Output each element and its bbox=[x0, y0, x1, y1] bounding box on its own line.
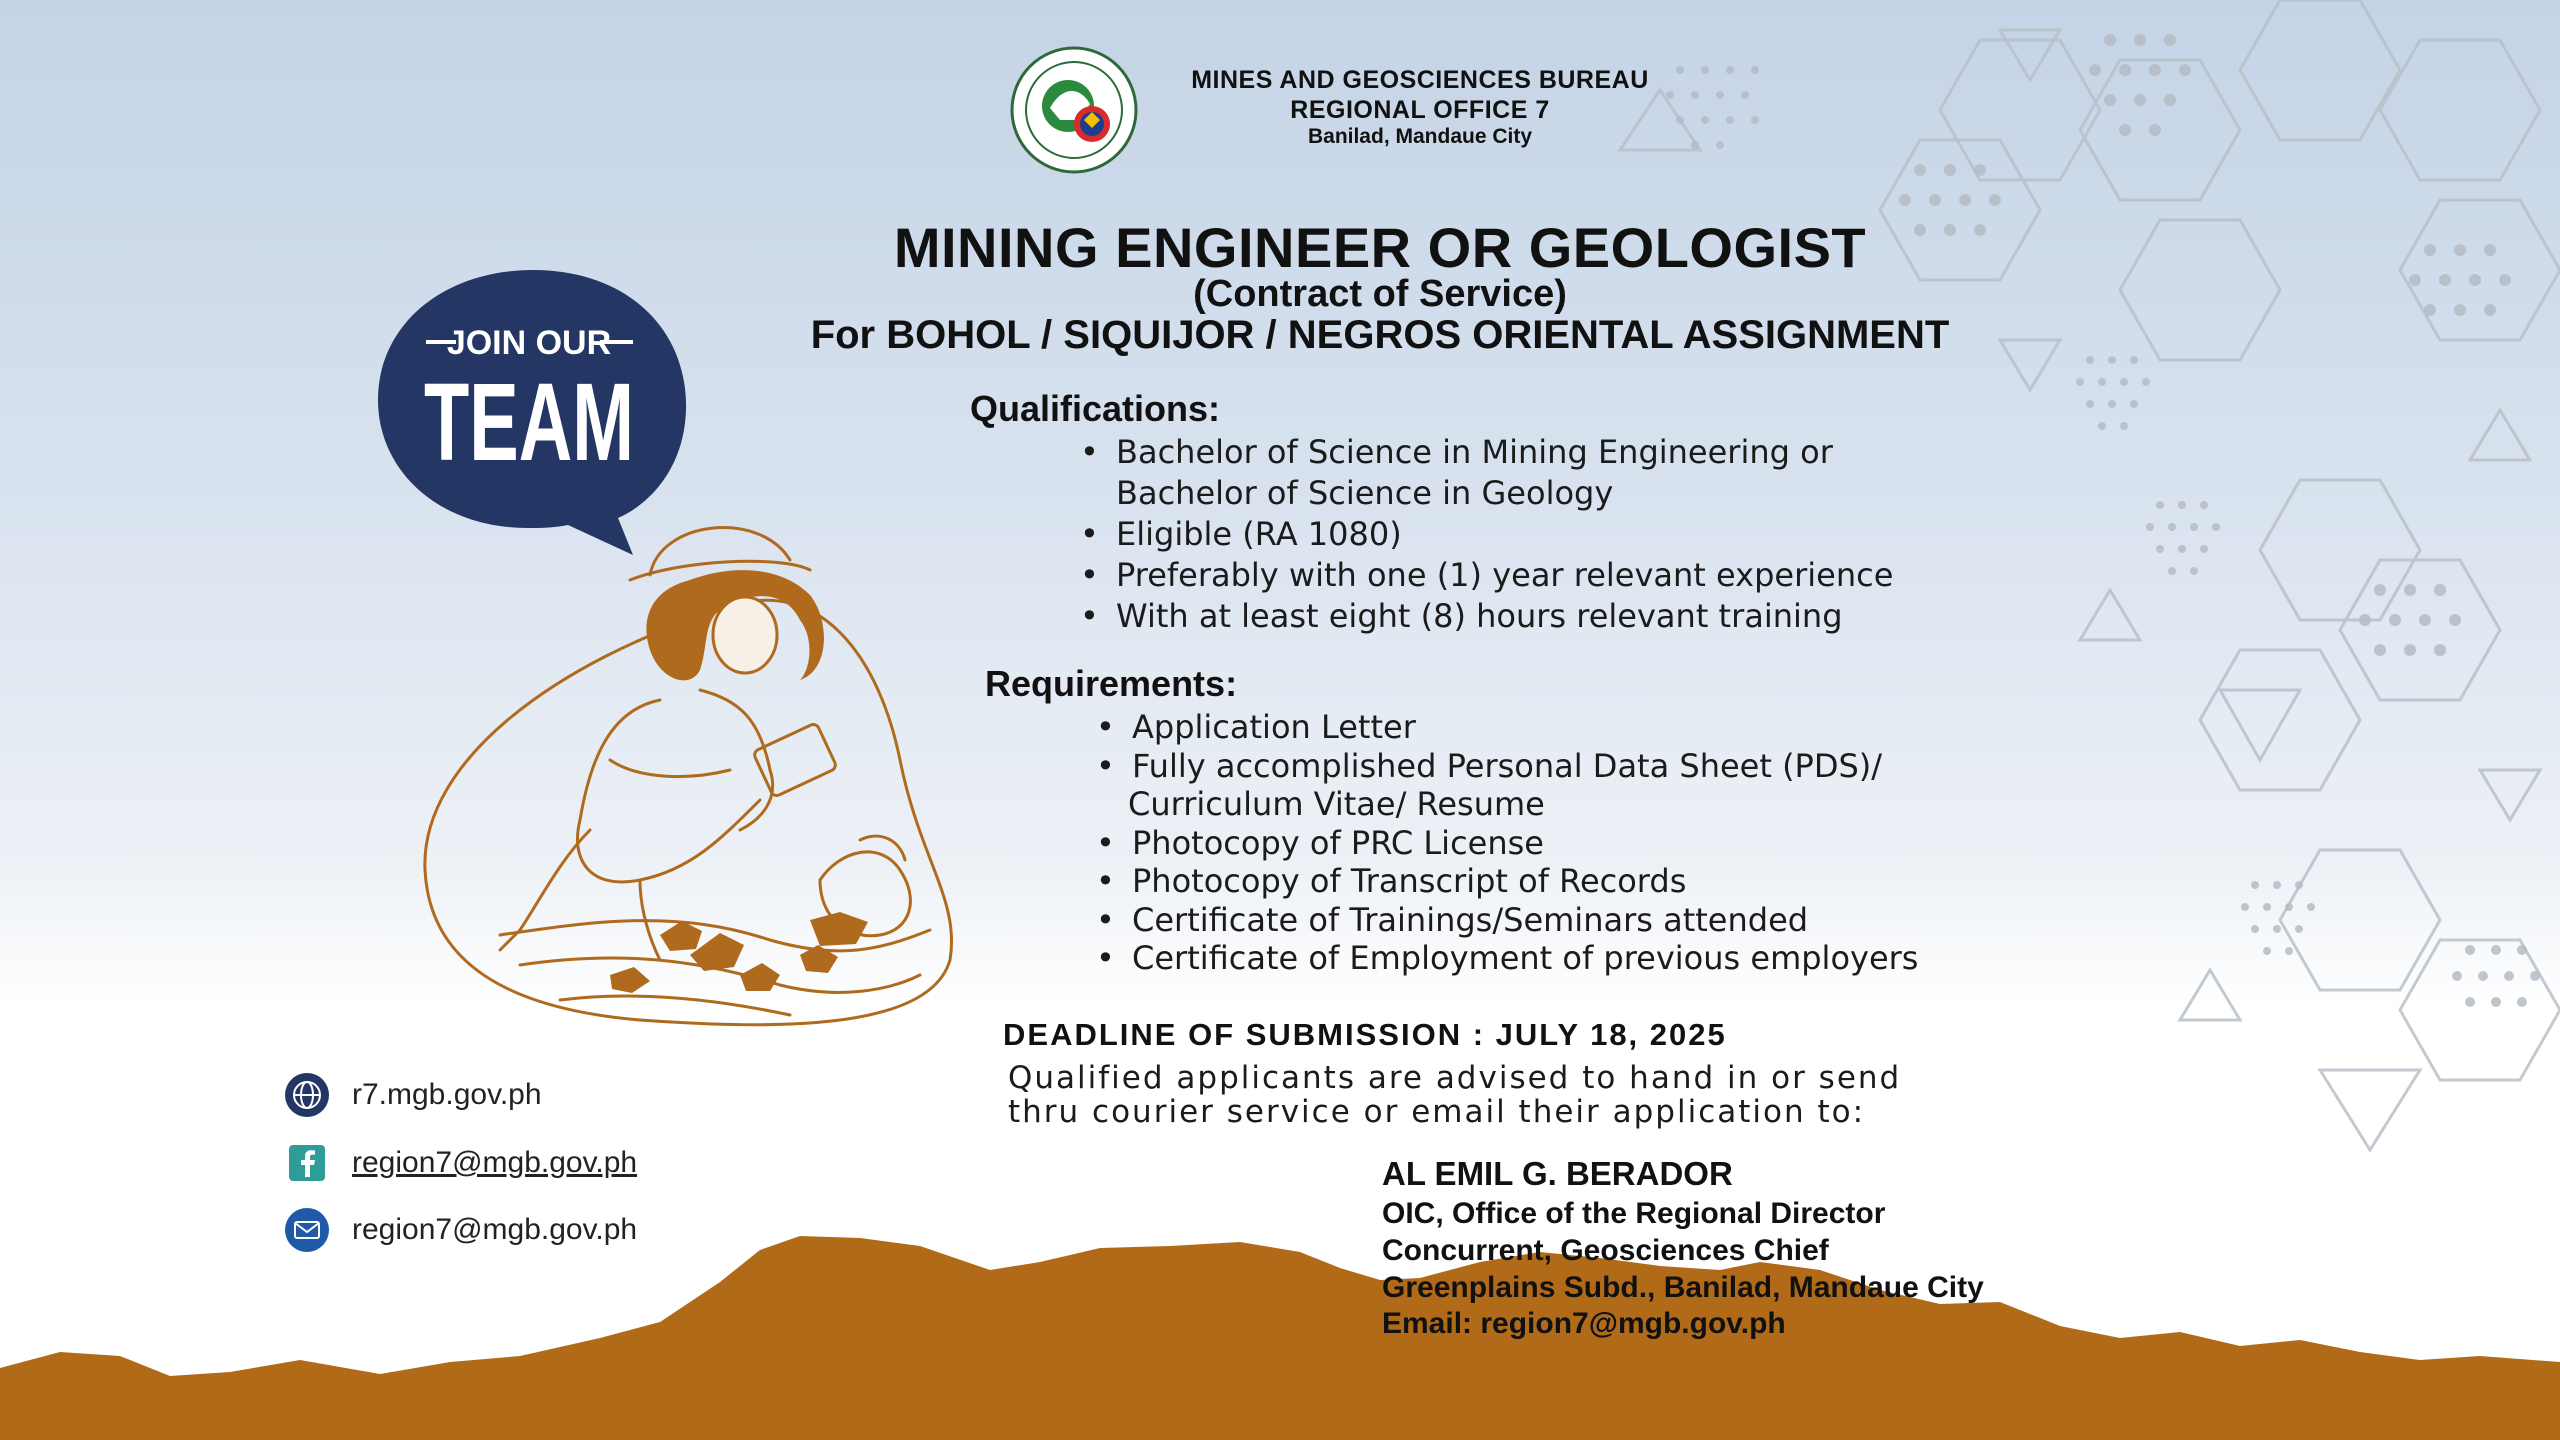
office-location: Banilad, Mandaue City bbox=[1307, 125, 1533, 148]
contact-position: OIC, Office of the Regional Director bbox=[1382, 1197, 1886, 1230]
rock-shape bbox=[660, 921, 702, 951]
list-item: • Application Letter bbox=[1090, 708, 1918, 747]
contact-email: Email: region7@mgb.gov.ph bbox=[1382, 1307, 1786, 1340]
contact-position: Concurrent, Geosciences Chief bbox=[1382, 1234, 1829, 1267]
facebook-link[interactable] bbox=[284, 1138, 637, 1188]
job-assignment: For BOHOL / SIQUIJOR / NEGROS ORIENTAL ASSIGNMENT bbox=[810, 313, 1950, 357]
list-item: • Photocopy of Transcript of Records bbox=[1090, 862, 1918, 901]
job-title: MINING ENGINEER OR GEOLOGIST bbox=[893, 216, 1867, 279]
qualifications-list bbox=[1074, 432, 1893, 637]
org-name: MINES AND GEOSCIENCES BUREAU bbox=[1191, 66, 1649, 94]
bubble-line1: JOIN OUR bbox=[446, 324, 612, 362]
advice-line: thru courier service or email their application to: bbox=[1008, 1094, 1866, 1130]
list-item: Bachelor of Science in Geology bbox=[1116, 474, 1614, 512]
deadline-text: DEADLINE OF SUBMISSION : JULY 18, 2025 bbox=[1003, 1017, 1727, 1052]
list-item: • Certificate of Trainings/Seminars attended bbox=[1090, 901, 1918, 940]
website-link[interactable] bbox=[284, 1070, 542, 1120]
list-item: • Photocopy of PRC License bbox=[1090, 824, 1918, 863]
body-outline bbox=[578, 700, 761, 882]
face-shape bbox=[713, 597, 777, 673]
email-link[interactable] bbox=[284, 1205, 637, 1255]
rock-shape bbox=[810, 912, 868, 946]
list-item: • Fully accomplished Personal Data Sheet (PDS)/ bbox=[1090, 747, 1918, 786]
contact-name: AL EMIL G. BERADOR bbox=[1382, 1155, 1733, 1192]
body-outline bbox=[700, 690, 773, 830]
mail-icon bbox=[284, 1207, 330, 1253]
email-text[interactable]: region7@mgb.gov.ph bbox=[352, 1213, 638, 1246]
bubble-line2: TEAM bbox=[424, 361, 634, 484]
list-item: • With at least eight (8) hours relevant training bbox=[1074, 596, 1893, 637]
rock-shape bbox=[610, 967, 650, 993]
rock-shape bbox=[740, 963, 780, 991]
facebook-icon bbox=[284, 1140, 330, 1186]
ground-lines bbox=[560, 996, 790, 1015]
list-item: • Bachelor of Science in Mining Engineering or bbox=[1074, 432, 1893, 473]
regional-office: REGIONAL OFFICE 7 bbox=[1290, 96, 1550, 124]
facebook-text[interactable]: region7@mgb.gov.ph bbox=[352, 1146, 638, 1179]
contact-address: Greenplains Subd., Banilad, Mandaue City bbox=[1382, 1271, 1984, 1304]
advice-line: Qualified applicants are advised to hand in or send bbox=[1008, 1060, 1902, 1096]
list-item: Curriculum Vitae/ Resume bbox=[1128, 785, 1545, 823]
requirements-list bbox=[1090, 708, 1918, 978]
requirements-heading: Requirements: bbox=[985, 663, 1238, 704]
list-item: • Preferably with one (1) year relevant experience bbox=[1074, 555, 1893, 596]
arm-outline bbox=[610, 760, 730, 777]
list-item: • Eligible (RA 1080) bbox=[1074, 514, 1893, 555]
mgb-seal-icon bbox=[1010, 46, 1138, 174]
list-item: • Certificate of Employment of previous employers bbox=[1090, 939, 1918, 978]
qualifications-heading: Qualifications: bbox=[970, 388, 1221, 429]
globe-icon bbox=[284, 1072, 330, 1118]
job-type: (Contract of Service) bbox=[1193, 273, 1567, 315]
tablet-shape bbox=[753, 723, 838, 798]
website-text[interactable]: r7.mgb.gov.ph bbox=[352, 1078, 542, 1111]
